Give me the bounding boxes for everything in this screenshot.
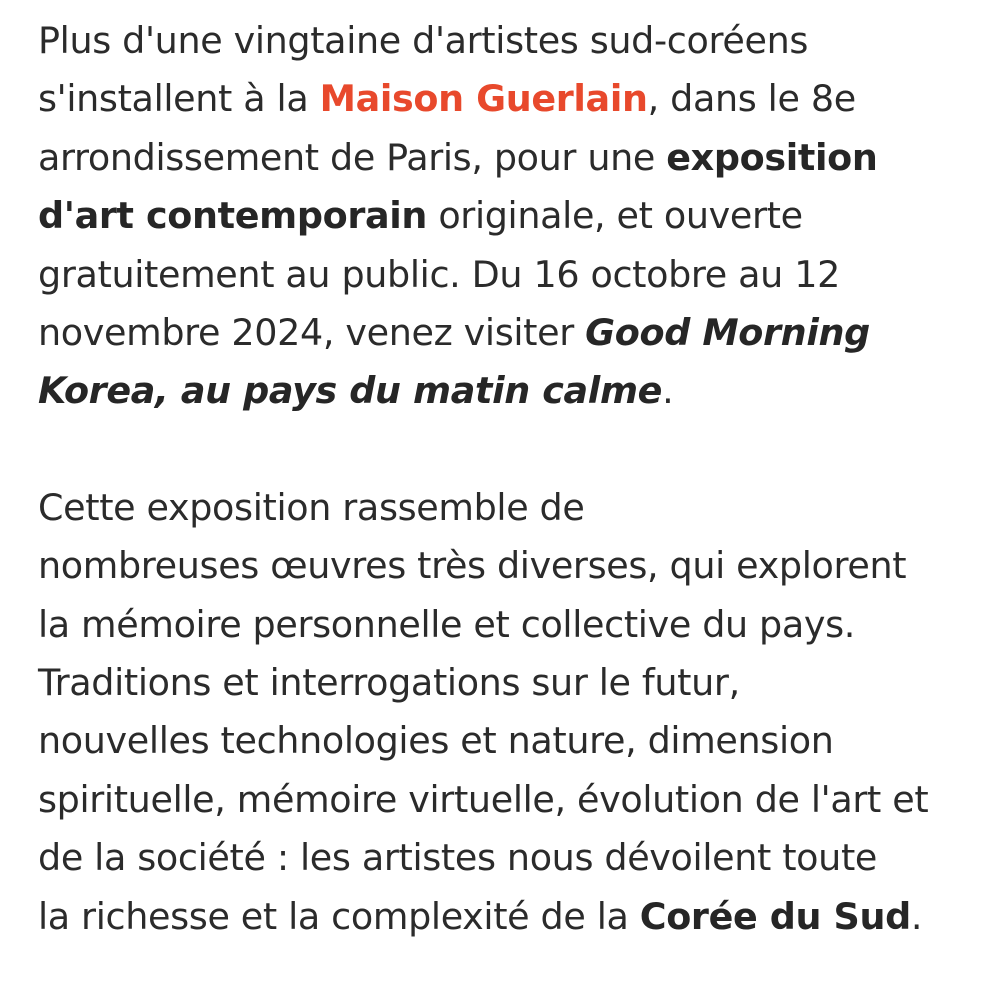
paragraph-intro	[38, 12, 988, 421]
article-body	[38, 12, 988, 1004]
text-line: la mémoire personnelle et collective du pays.	[38, 602, 856, 646]
text-line: Traditions et interrogations sur le futur,	[38, 661, 740, 705]
text-segment: , dans le 8e	[647, 77, 856, 121]
text-line: nouvelles technologies et nature, dimension	[38, 719, 834, 763]
text-segment: .	[662, 369, 674, 413]
text-line: Cette exposition rassemble de	[38, 485, 585, 529]
text-line: Plus d'une vingtaine d'artistes sud-coréens	[38, 19, 809, 62]
text-segment: s'installent à la	[38, 77, 320, 121]
emphasis-art-contemporain: d'art contemporain	[38, 194, 428, 238]
text-line: nombreuses œuvres très diverses, qui explorent	[38, 544, 907, 588]
maison-guerlain-link[interactable]: Maison Guerlain	[319, 77, 648, 121]
text-segment: novembre 2024, venez visiter	[38, 311, 586, 355]
paragraph-description	[38, 479, 988, 946]
exhibition-title-part2: Korea, au pays du matin calme	[38, 369, 663, 413]
text-line: de la société : les artistes nous dévoilent toute	[38, 836, 878, 880]
text-segment: arrondissement de Paris, pour une	[38, 135, 667, 179]
text-line: spirituelle, mémoire virtuelle, évolution de l'art et	[38, 777, 929, 821]
text-segment: .	[910, 894, 923, 938]
text-line: gratuitement au public. Du 16 octobre au 12	[38, 252, 840, 296]
text-segment: originale, et ouverte	[427, 194, 803, 238]
emphasis-coree-du-sud: Corée du Sud	[639, 894, 911, 938]
text-segment: la richesse et la complexité de la	[38, 894, 640, 938]
exhibition-title-part1: Good Morning	[585, 311, 870, 355]
emphasis-exposition: exposition	[666, 135, 878, 179]
